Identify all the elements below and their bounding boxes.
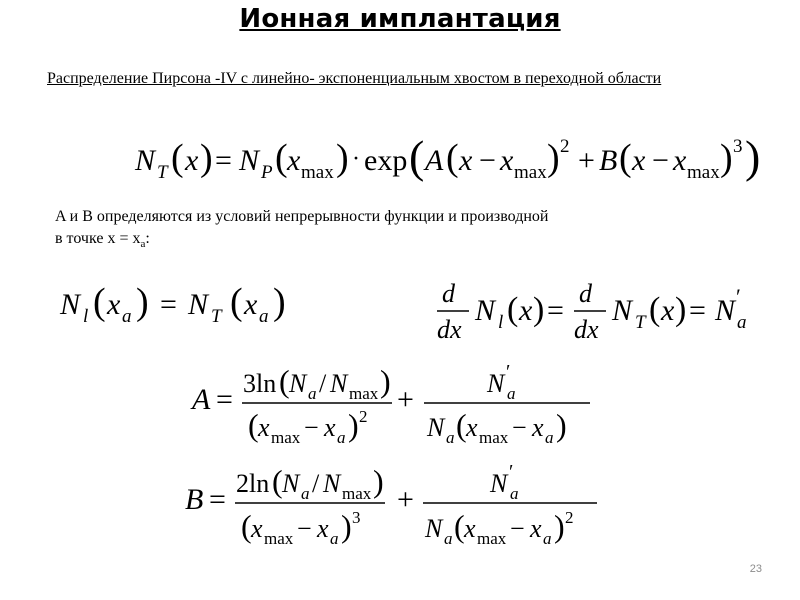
svg-text:T: T	[157, 162, 168, 183]
svg-text:max: max	[271, 428, 301, 447]
svg-text:a: a	[122, 306, 132, 327]
svg-text:+: +	[397, 483, 414, 516]
svg-text:max: max	[301, 162, 334, 183]
svg-text:a: a	[308, 384, 317, 403]
svg-text:a: a	[446, 428, 455, 447]
svg-text:d: d	[579, 279, 592, 308]
continuity-equation	[60, 278, 330, 333]
svg-text:max: max	[342, 484, 372, 503]
svg-text:x: x	[466, 413, 478, 442]
svg-text:/: /	[312, 469, 320, 498]
svg-text:N: N	[135, 144, 156, 177]
svg-text:3: 3	[733, 136, 743, 157]
svg-text:x: x	[258, 413, 270, 442]
svg-text:x: x	[324, 413, 336, 442]
svg-text:x: x	[251, 514, 263, 543]
svg-text:N: N	[427, 413, 445, 442]
svg-text:): )	[547, 137, 560, 179]
svg-text:): )	[554, 508, 565, 544]
svg-text:): )	[675, 291, 687, 328]
nt-formula	[135, 132, 760, 192]
svg-text:a: a	[444, 529, 453, 548]
svg-text:(: (	[649, 291, 661, 328]
svg-text:2ln: 2ln	[236, 469, 270, 498]
svg-text:·: ·	[352, 146, 360, 172]
svg-text:x: x	[459, 144, 473, 177]
svg-text:a: a	[330, 529, 339, 548]
svg-text:=: =	[209, 483, 226, 516]
svg-text:x: x	[287, 144, 301, 177]
svg-text:x: x	[673, 144, 687, 177]
svg-text:(: (	[272, 463, 283, 499]
b-formula	[185, 462, 605, 552]
svg-text:′: ′	[506, 361, 511, 383]
svg-text:x: x	[661, 294, 675, 327]
svg-text:a: a	[337, 428, 346, 447]
svg-text:(: (	[456, 407, 467, 443]
svg-text:/: /	[319, 369, 327, 398]
svg-text:x: x	[530, 514, 542, 543]
svg-text:B: B	[599, 144, 618, 177]
svg-text:N: N	[475, 294, 496, 327]
svg-text:x: x	[500, 144, 514, 177]
svg-text:N: N	[282, 469, 300, 498]
svg-text:): )	[380, 363, 391, 399]
svg-text:max: max	[687, 162, 720, 183]
svg-text:l: l	[498, 312, 504, 333]
svg-text:3: 3	[352, 508, 361, 527]
svg-text:a: a	[507, 384, 516, 403]
svg-text:P: P	[261, 162, 273, 183]
svg-text:max: max	[349, 384, 379, 403]
svg-text:2: 2	[359, 407, 368, 426]
svg-text:(: (	[507, 291, 519, 328]
svg-text:): )	[336, 137, 349, 179]
svg-text:max: max	[477, 529, 507, 548]
svg-text:N: N	[188, 288, 209, 321]
svg-text:l: l	[83, 306, 89, 327]
svg-text:(: (	[454, 508, 465, 544]
svg-text:(: (	[279, 363, 290, 399]
svg-text:N: N	[330, 369, 348, 398]
svg-text:+: +	[578, 144, 595, 177]
svg-text:x: x	[519, 294, 533, 327]
svg-text:(: (	[409, 131, 425, 182]
svg-text:N: N	[323, 469, 341, 498]
svg-text:dx: dx	[574, 315, 599, 344]
svg-text:exp: exp	[364, 144, 408, 177]
svg-text:(: (	[93, 281, 106, 323]
svg-text:A: A	[425, 144, 444, 177]
svg-text:): )	[720, 137, 733, 179]
svg-text:−: −	[479, 144, 496, 177]
svg-text:max: max	[514, 162, 547, 183]
svg-text:−: −	[304, 413, 319, 442]
condition-line-2-sub: a	[140, 238, 146, 251]
svg-text:x: x	[632, 144, 646, 177]
svg-text:(: (	[171, 137, 184, 179]
svg-text:N: N	[612, 294, 633, 327]
svg-text:=: =	[160, 288, 177, 321]
svg-text:): )	[348, 407, 359, 443]
svg-text:N: N	[487, 369, 505, 398]
svg-text:a: a	[543, 529, 552, 548]
svg-text:dx: dx	[437, 315, 462, 344]
svg-text:(: (	[248, 407, 259, 443]
svg-text:): )	[533, 291, 545, 328]
svg-text:−: −	[652, 144, 669, 177]
svg-text:2: 2	[560, 136, 570, 157]
condition-line-2-suffix: :	[145, 230, 150, 247]
condition-line-2-prefix: в точке x = x	[55, 230, 141, 247]
svg-text:+: +	[397, 383, 414, 416]
svg-text:N: N	[715, 294, 736, 327]
svg-text:): )	[273, 281, 286, 323]
derivative-equation	[435, 278, 755, 346]
slide-subtitle: Распределение Пирсона -IV с линейно- экспоненциальным хвостом в переходной области	[47, 70, 662, 87]
svg-text:): )	[341, 508, 352, 544]
svg-text:(: (	[275, 137, 288, 179]
svg-text:(: (	[619, 137, 632, 179]
svg-text:a: a	[737, 312, 747, 333]
svg-text:): )	[373, 463, 384, 499]
svg-text:): )	[556, 407, 567, 443]
svg-text:=: =	[689, 294, 706, 327]
condition-line-2	[55, 228, 695, 255]
svg-text:B: B	[185, 483, 204, 516]
svg-text:a: a	[510, 484, 519, 503]
svg-text:x: x	[532, 413, 544, 442]
svg-text:′: ′	[509, 461, 514, 483]
svg-text:x: x	[185, 144, 199, 177]
svg-text:x: x	[317, 514, 329, 543]
svg-text:=: =	[216, 383, 233, 416]
svg-text:=: =	[547, 294, 564, 327]
svg-text:x: x	[244, 288, 258, 321]
svg-text:max: max	[479, 428, 509, 447]
svg-text:(: (	[230, 281, 243, 323]
svg-text:): )	[745, 131, 761, 182]
slide-title: Ионная имплантация	[239, 4, 561, 34]
svg-text:−: −	[297, 514, 312, 543]
svg-text:3ln: 3ln	[243, 369, 277, 398]
svg-text:N: N	[239, 144, 260, 177]
svg-text:′: ′	[736, 284, 741, 309]
svg-text:(: (	[241, 508, 252, 544]
svg-text:N: N	[425, 514, 443, 543]
a-formula	[192, 361, 602, 448]
svg-text:T: T	[635, 312, 646, 333]
svg-text:x: x	[464, 514, 476, 543]
condition-text	[55, 206, 695, 255]
svg-text:N: N	[289, 369, 307, 398]
svg-text:T: T	[211, 306, 222, 327]
svg-text:a: a	[259, 306, 269, 327]
svg-text:=: =	[215, 144, 232, 177]
condition-line-1: A и B определяются из условий непрерывности функции и производной	[55, 208, 549, 225]
svg-text:d: d	[442, 279, 455, 308]
page-number: 23	[749, 563, 762, 575]
svg-text:max: max	[264, 529, 294, 548]
svg-text:−: −	[510, 514, 525, 543]
svg-text:2: 2	[565, 508, 574, 527]
svg-text:A: A	[192, 383, 211, 416]
svg-text:): )	[200, 137, 213, 179]
svg-text:−: −	[512, 413, 527, 442]
svg-text:N: N	[60, 288, 81, 321]
svg-text:a: a	[545, 428, 554, 447]
svg-text:a: a	[301, 484, 310, 503]
svg-text:x: x	[107, 288, 121, 321]
svg-text:): )	[136, 281, 149, 323]
svg-text:(: (	[446, 137, 459, 179]
svg-text:N: N	[490, 469, 508, 498]
